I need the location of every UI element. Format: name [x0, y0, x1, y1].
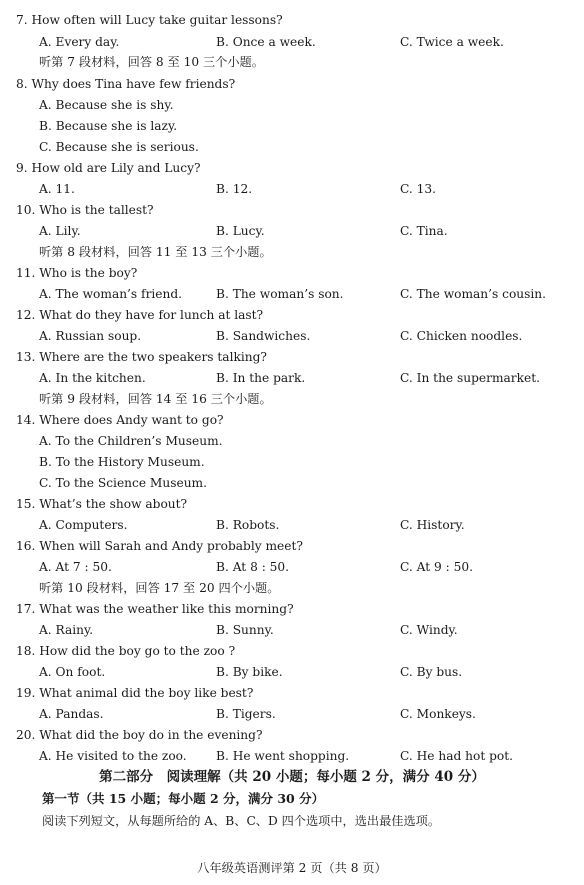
question-15-options: [0, 515, 584, 535]
question-8: [16, 74, 235, 94]
question-number: 9.: [16, 161, 28, 175]
option-c: C. By bus.: [400, 665, 463, 679]
question-number: 20.: [16, 728, 36, 742]
option-b: B. To the History Museum.: [39, 455, 205, 469]
option-b: B. By bike.: [216, 665, 283, 679]
option-a: A. In the kitchen.: [39, 371, 146, 385]
question-text: How old are Lily and Lucy?: [31, 161, 201, 175]
option-a: A. On foot.: [39, 665, 106, 679]
question-17-options: [0, 620, 584, 640]
question-number: 15.: [16, 497, 36, 511]
option-b: B. He went shopping.: [216, 749, 350, 763]
question-13-options: [0, 368, 584, 388]
option-b: B. Sunny.: [216, 623, 274, 637]
option-c: C. In the supermarket.: [400, 371, 540, 385]
instruction-passage-7: 听第 7 段材料，回答 8 至 10 三个小题。: [39, 55, 264, 69]
question-number: 12.: [16, 308, 36, 322]
question-12: [16, 305, 263, 325]
question-text: Why does Tina have few friends?: [31, 77, 236, 91]
option-c: C. Chicken noodles.: [400, 329, 523, 343]
part2-section1-heading: 第一节（共 15 小题；每小题 2 分，满分 30 分）: [42, 791, 325, 806]
question-18-options: [0, 662, 584, 682]
option-b: B. Sandwiches.: [216, 329, 311, 343]
option-c: C. Because she is serious.: [39, 140, 199, 154]
question-9-options: [0, 179, 584, 199]
question-7: [16, 10, 283, 30]
question-number: 11.: [16, 266, 36, 280]
part2-title: 第二部分 阅读理解（共 20 小题；每小题 2 分，满分 40 分）: [99, 769, 485, 785]
question-text: How did the boy go to the zoo ?: [39, 644, 236, 658]
question-16-options: [0, 557, 584, 577]
option-c: C. 13.: [400, 182, 437, 196]
option-a: A. At 7 : 50.: [39, 560, 112, 574]
option-c: C. Windy.: [400, 623, 458, 637]
option-a: A. Because she is shy.: [39, 98, 174, 112]
question-text: What was the weather like this morning?: [39, 602, 294, 616]
question-text: What’s the show about?: [39, 497, 188, 511]
option-a: A. 11.: [39, 182, 75, 196]
option-b: B. At 8 : 50.: [216, 560, 290, 574]
question-number: 17.: [16, 602, 36, 616]
option-b: B. The woman’s son.: [216, 287, 344, 301]
option-b: B. In the park.: [216, 371, 306, 385]
option-b: B. 12.: [216, 182, 253, 196]
option-c: C. He had hot pot.: [400, 749, 514, 763]
option-a: A. Russian soup.: [39, 329, 142, 343]
question-20: [16, 725, 263, 745]
question-10-options: [0, 221, 584, 241]
option-b: B. Lucy.: [216, 224, 265, 238]
question-number: 7.: [16, 13, 28, 27]
option-c: C. To the Science Museum.: [39, 476, 207, 490]
option-a: A. Lily.: [39, 224, 81, 238]
question-17: [16, 599, 294, 619]
question-number: 13.: [16, 350, 36, 364]
question-text: What did the boy do in the evening?: [39, 728, 263, 742]
option-a: A. Every day.: [39, 35, 120, 49]
question-text: What animal did the boy like best?: [39, 686, 254, 700]
option-a: A. He visited to the zoo.: [39, 749, 187, 763]
option-a: A. Computers.: [39, 518, 128, 532]
instruction-passage-8: 听第 8 段材料，回答 11 至 13 三个小题。: [39, 245, 272, 259]
option-a: A. Rainy.: [39, 623, 94, 637]
question-number: 14.: [16, 413, 36, 427]
option-a: A. To the Children’s Museum.: [39, 434, 223, 448]
option-c: C. Tina.: [400, 224, 448, 238]
option-b: B. Once a week.: [216, 35, 316, 49]
option-b: B. Robots.: [216, 518, 280, 532]
question-7-options: [0, 32, 584, 52]
question-20-options: [0, 746, 584, 766]
instruction-passage-9: 听第 9 段材料，回答 14 至 16 三个小题。: [39, 392, 272, 406]
option-c: C. Monkeys.: [400, 707, 476, 721]
question-text: Where does Andy want to go?: [39, 413, 224, 427]
instruction-passage-10: 听第 10 段材料，回答 17 至 20 四个小题。: [39, 581, 280, 595]
option-c: C. Twice a week.: [400, 35, 504, 49]
question-text: How often will Lucy take guitar lessons?: [31, 13, 283, 27]
question-number: 18.: [16, 644, 36, 658]
question-text: When will Sarah and Andy probably meet?: [39, 539, 303, 553]
option-b: B. Because she is lazy.: [39, 119, 178, 133]
question-text: What do they have for lunch at last?: [39, 308, 264, 322]
page-footer: 八年级英语测评第 2 页（共 8 页）: [197, 861, 387, 875]
question-12-options: [0, 326, 584, 346]
question-number: 10.: [16, 203, 36, 217]
question-text: Who is the tallest?: [39, 203, 154, 217]
question-13: [16, 347, 267, 367]
part2-instruction: 阅读下列短文，从每题所给的 A、B、C、D 四个选项中，选出最佳选项。: [42, 814, 441, 828]
question-10: [16, 200, 154, 220]
question-14: [16, 410, 224, 430]
question-19-options: [0, 704, 584, 724]
question-18: [16, 641, 235, 661]
option-a: A. Pandas.: [39, 707, 104, 721]
question-text: Where are the two speakers talking?: [39, 350, 267, 364]
question-11-options: [0, 284, 584, 304]
question-number: 19.: [16, 686, 36, 700]
option-c: C. History.: [400, 518, 465, 532]
question-16: [16, 536, 303, 556]
option-b: B. Tigers.: [216, 707, 276, 721]
option-c: C. The woman’s cousin.: [400, 287, 547, 301]
question-15: [16, 494, 187, 514]
option-a: A. The woman’s friend.: [39, 287, 183, 301]
question-9: [16, 158, 201, 178]
question-19: [16, 683, 253, 703]
question-number: 8.: [16, 77, 28, 91]
question-text: Who is the boy?: [39, 266, 138, 280]
question-number: 16.: [16, 539, 36, 553]
option-c: C. At 9 : 50.: [400, 560, 473, 574]
question-11: [16, 263, 137, 283]
